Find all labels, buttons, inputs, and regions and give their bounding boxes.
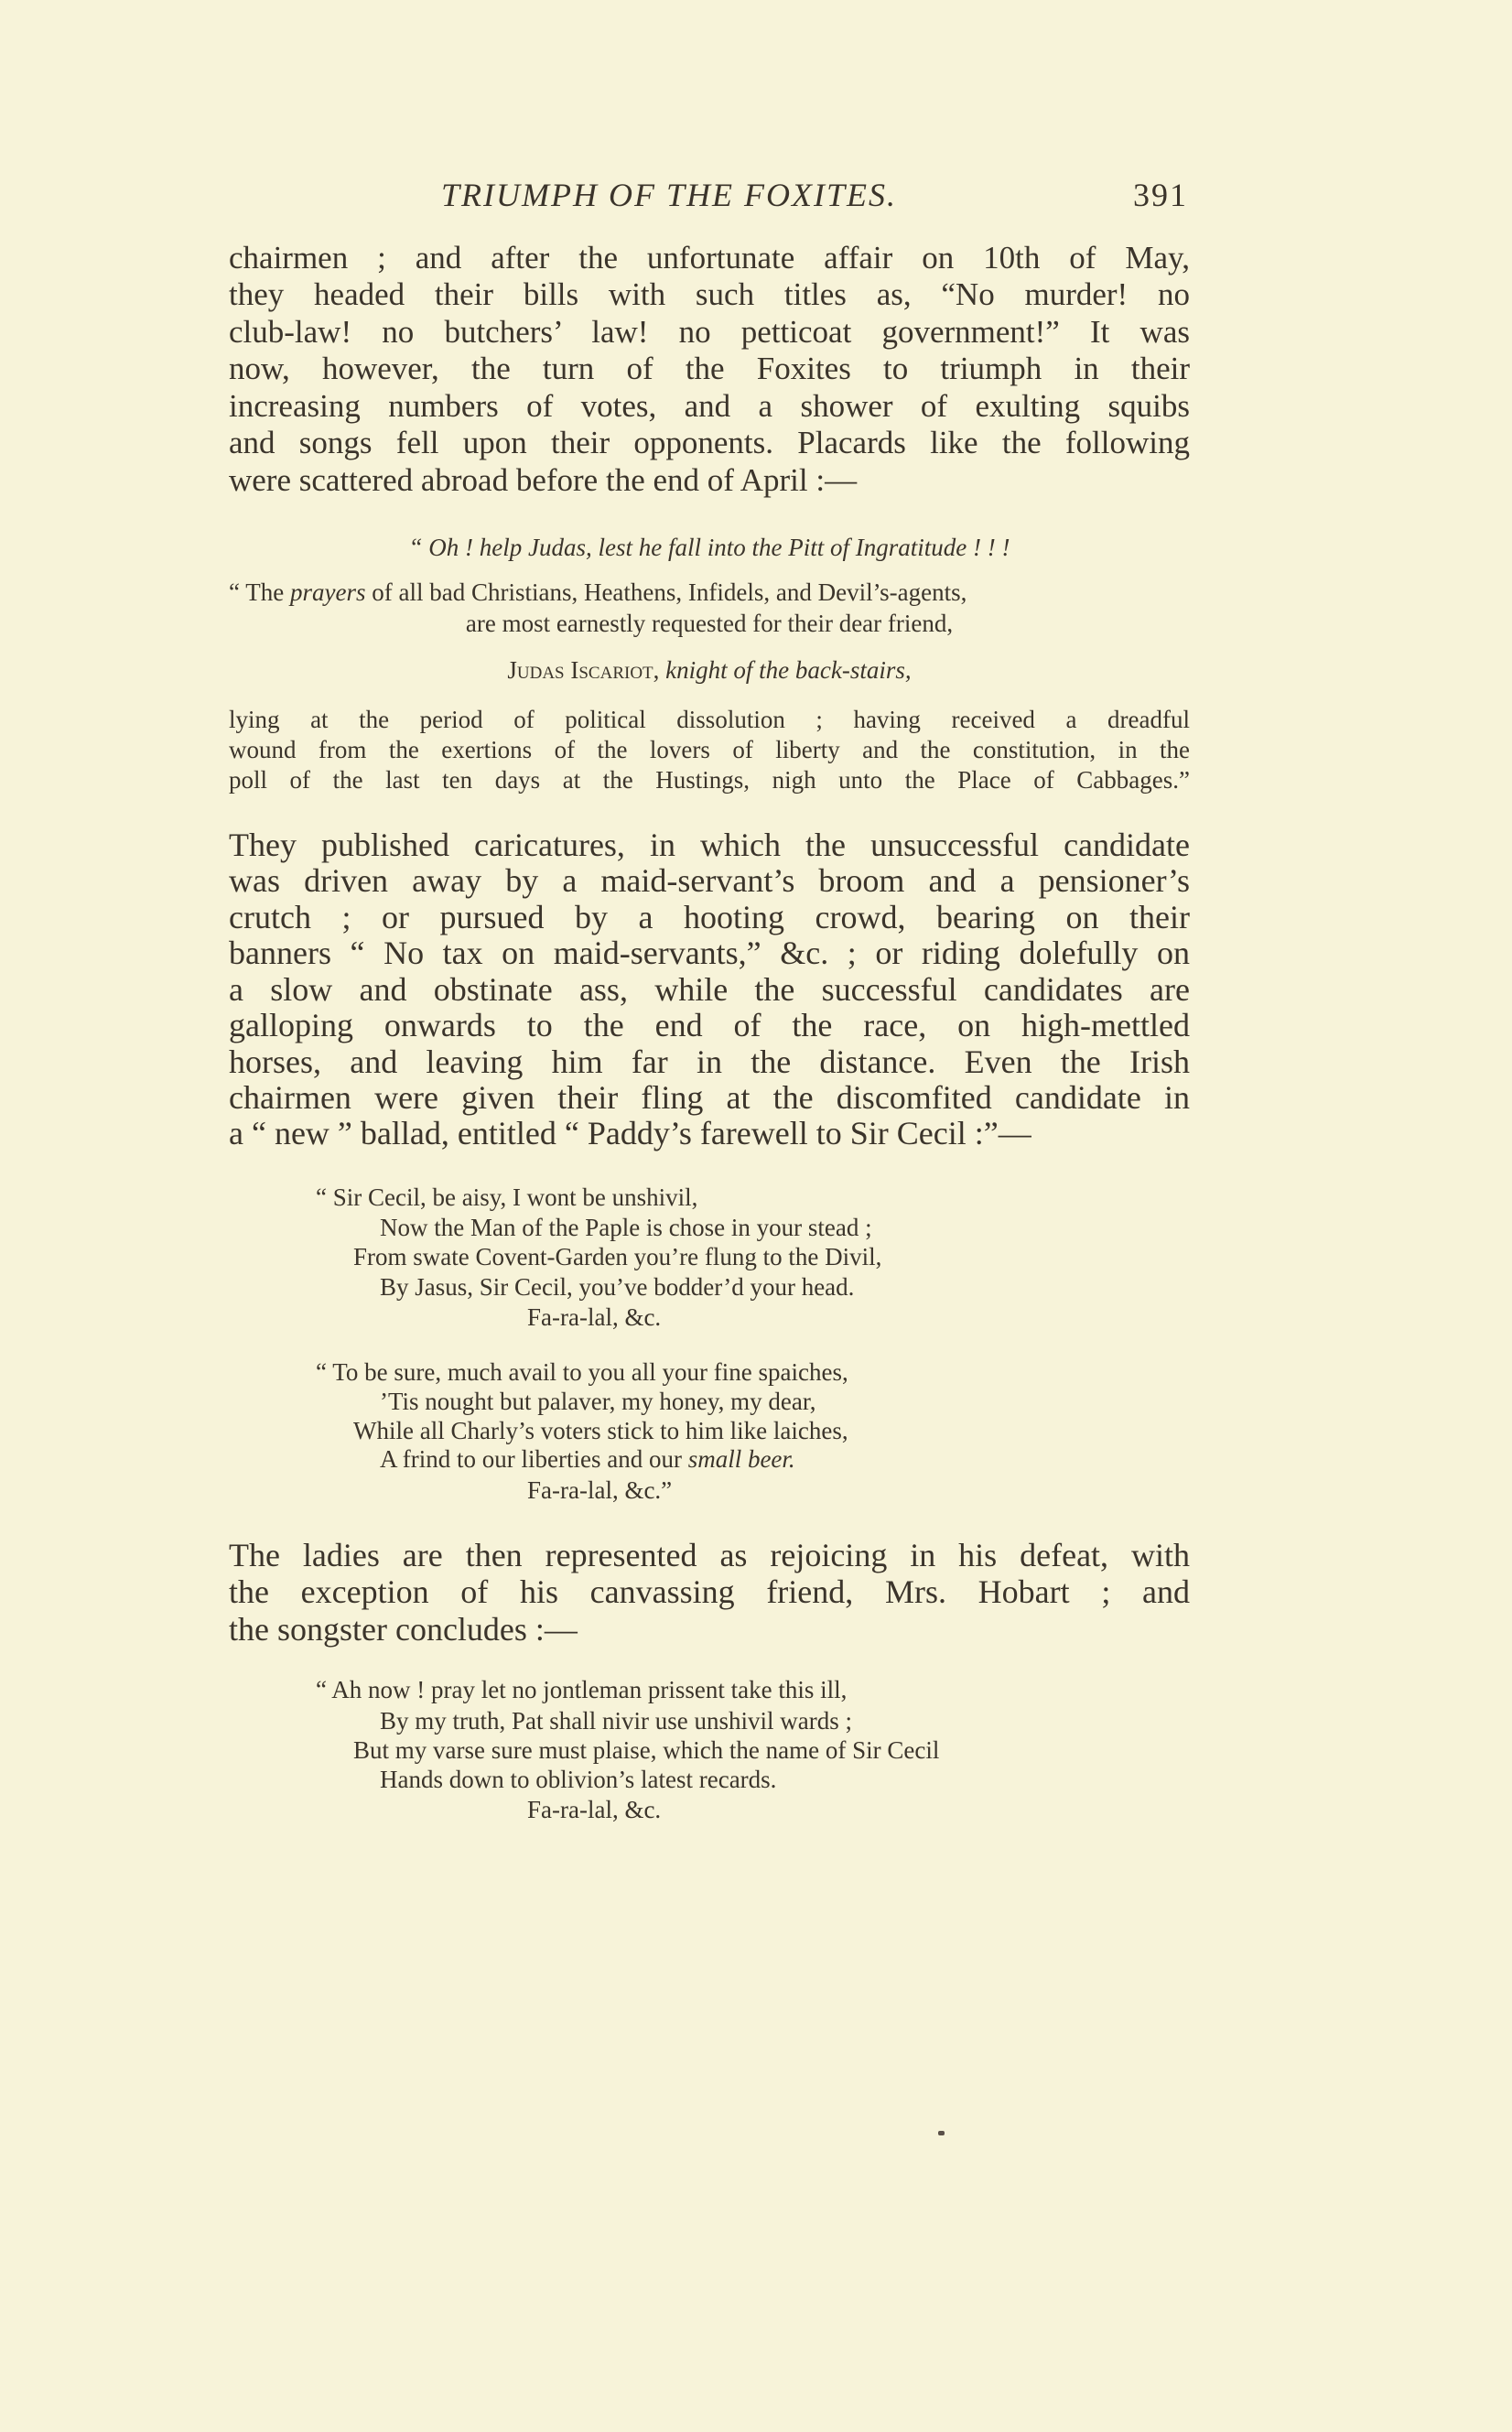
verse-line: “ To be sure, much avail to you all your fine spaiches, xyxy=(316,1358,848,1386)
text-line: increasing numbers of votes, and a shower of exulting squibs xyxy=(229,388,1190,424)
placard-italic: prayers xyxy=(289,578,366,606)
verse-line: By my truth, Pat shall nivir use unshivil wards ; xyxy=(380,1707,852,1735)
text-line: chairmen ; and after the unfortunate affair on 10th of May, xyxy=(229,240,1190,276)
running-title: TRIUMPH OF THE FOXITES. xyxy=(441,177,897,213)
verse-line: But my varse sure must plaise, which the name of Sir Cecil xyxy=(353,1736,940,1764)
placard-title xyxy=(229,533,1190,562)
verse-line: From swate Covent-Garden you’re flung to the Divil, xyxy=(353,1243,882,1270)
text-line: they headed their bills with such titles as, “No murder! no xyxy=(229,276,1190,312)
verse-line xyxy=(380,1444,795,1474)
text-line: now, however, the turn of the Foxites to triumph in their xyxy=(229,351,1190,386)
placard-line: poll of the last ten days at the Hustings, nigh unto the Place of Cabbages.” xyxy=(229,766,1190,794)
text-line: banners “ No tax on maid-servants,” &c. ; or riding dolefully on xyxy=(229,935,1190,971)
text-line: galloping onwards to the end of the race, on high-mettled xyxy=(229,1007,1190,1043)
text-line: was driven away by a maid-servant’s broom and a pensioner’s xyxy=(229,862,1190,899)
text-line: a “ new ” ballad, entitled “ Paddy’s farewell to Sir Cecil :”— xyxy=(229,1115,1031,1151)
placard-line: are most earnestly requested for their dear friend, xyxy=(465,610,954,637)
placard-line: wound from the exertions of the lovers of liberty and the constitution, in the xyxy=(229,736,1190,763)
verse-text: A frind to our liberties and our xyxy=(380,1445,688,1473)
verse-line: While all Charly’s voters stick to him like laiches, xyxy=(353,1417,848,1444)
verse-italic: small beer. xyxy=(687,1445,795,1473)
verse-refrain: Fa-ra-lal, &c.” xyxy=(527,1476,673,1504)
placard-name-line xyxy=(229,655,1190,685)
verse-refrain: Fa-ra-lal, &c. xyxy=(527,1796,662,1823)
scan-speck xyxy=(938,2131,945,2135)
text-line: the exception of his canvassing friend, Mrs. Hobart ; and xyxy=(229,1573,1190,1610)
placard-text: “ The xyxy=(229,578,290,606)
text-line: and songs fell upon their opponents. Placards like the following xyxy=(229,425,1190,460)
verse-line: By Jasus, Sir Cecil, you’ve bodder’d your head. xyxy=(380,1273,855,1301)
text-line: The ladies are then represented as rejoicing in his defeat, with xyxy=(229,1537,1190,1573)
placard-line xyxy=(229,578,1190,607)
text-line: a slow and obstinate ass, while the successful candidates are xyxy=(229,971,1190,1008)
placard-text: of all bad Christians, Heathens, Infidels, and Devil’s-agents, xyxy=(365,578,967,606)
verse-line: “ Sir Cecil, be aisy, I wont be unshivil, xyxy=(316,1184,698,1211)
text-line: horses, and leaving him far in the distance. Even the Irish xyxy=(229,1043,1190,1080)
verse-line: Now the Man of the Paple is chose in your stead ; xyxy=(380,1214,872,1241)
placard-name: Judas Iscariot, xyxy=(507,656,660,684)
placard-title-text: “ Oh ! help Judas, lest he fall into the Pitt of Ingratitude ! ! ! xyxy=(408,534,1010,561)
placard-name-title: knight of the back-stairs, xyxy=(665,656,912,684)
text-line: club-law! no butchers’ law! no petticoat government!” It was xyxy=(229,314,1190,350)
page-number: 391 xyxy=(1133,177,1188,213)
verse-line: Hands down to oblivion’s latest recards. xyxy=(380,1766,777,1793)
text-line: chairmen were given their fling at the discomfited candidate in xyxy=(229,1079,1190,1116)
text-line: the songster concludes :— xyxy=(229,1611,578,1648)
text-line: They published caricatures, in which the unsuccessful candidate xyxy=(229,827,1190,863)
verse-refrain: Fa-ra-lal, &c. xyxy=(527,1303,662,1331)
verse-line: “ Ah now ! pray let no jontleman prissent take this ill, xyxy=(316,1676,848,1703)
text-line: crutch ; or pursued by a hooting crowd, bearing on their xyxy=(229,899,1190,935)
verse-line: ’Tis nought but palaver, my honey, my dear, xyxy=(380,1388,816,1415)
text-line: were scattered abroad before the end of April :— xyxy=(229,462,858,498)
placard-line: lying at the period of political dissolution ; having received a dreadful xyxy=(229,706,1190,733)
